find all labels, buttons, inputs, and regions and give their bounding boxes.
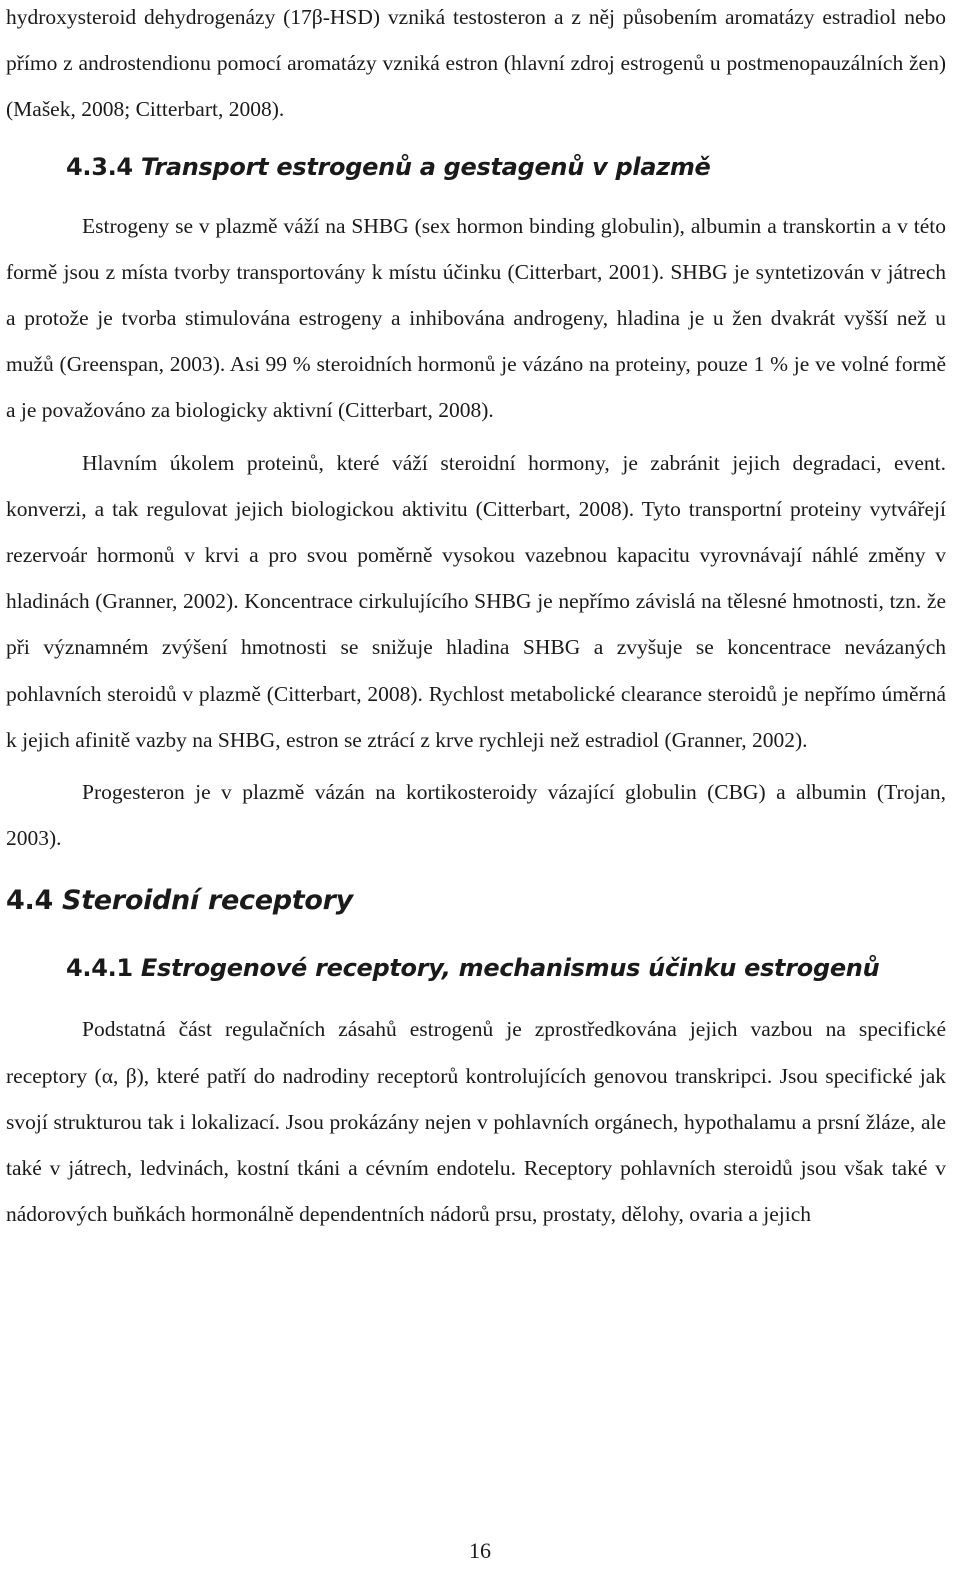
document-page [6, 0, 946, 1237]
heading-title: Transport estrogenů a gestagenů v plazmě [140, 152, 711, 181]
paragraph-transport-3: Progesteron je v plazmě vázán na kortikosteroidy vázající globulin (CBG) a albumin (Trojan, 2003). [6, 780, 946, 851]
section-heading-4-4-1 [6, 954, 946, 982]
paragraph-receptors: Podstatná část regulačních zásahů estrogenů je zprostředkována jejich vazbou na specifické receptory (α, β), které patří do nadrodiny receptorů kontrolujících genovou transkripci. Jsou specifické jak svojí strukturou tak i lokalizací. Jsou prokázány nejen v pohlavních orgánech, hypothalamu a prsní žláze, ale také v játrech, ledvinách, kostní tkáni a cévním endotelu. Receptory pohlavních steroidů jsou však také v nádorových buňkách hormonálně dependentních nádorů prsu, prostaty, dělohy, ovaria a jejich [6, 1017, 946, 1227]
heading-number: 4.4.1 [66, 954, 133, 983]
paragraph-transport-2: Hlavním úkolem proteinů, které váží steroidní hormony, je zabránit jejich degradaci, event. konverzi, a tak regulovat jejich biologickou aktivitu (Citterbart, 2008). Tyto transportní proteiny vytvářejí rezervoár hormonů v krvi a pro svou poměrně vysokou vazebnou kapacitu vyrovnávají náhlé změny v hladinách (Granner, 2002). Koncentrace cirkulujícího SHBG je nepřímo závislá na tělesné hmotnosti, tzn. že při významném zvýšení hmotnosti se snižuje hladina SHBG a zvyšuje se koncentrace nevázaných pohlavních steroidů v plazmě (Citterbart, 2008). Rychlost metabolické clearance steroidů je nepřímo úměrná k jejich afinitě vazby na SHBG, estron se ztrácí z krve rychleji než estradiol (Granner, 2002). [6, 450, 946, 752]
paragraph-transport-1: Estrogeny se v plazmě váží na SHBG (sex hormon binding globulin), albumin a transkortin a v této formě jsou z místa tvorby transportovány k místu účinku (Citterbart, 2001). SHBG je syntetizován v játrech a protože je tvorba stimulována estrogeny a inhibována androgeny, hladina je u žen dvakrát vyšší než u mužů (Greenspan, 2003). Asi 99 % steroidních hormonů je vázáno na proteiny, pouze 1 % je ve volné formě a je považováno za biologicky aktivní (Citterbart, 2008). [6, 213, 946, 423]
heading-number: 4.4 [6, 885, 53, 917]
section-heading-4-3-4 [6, 153, 946, 181]
page-number: 16 [469, 1538, 491, 1563]
section-heading-4-4 [6, 885, 946, 916]
heading-number: 4.3.4 [66, 152, 133, 181]
heading-title: Steroidní receptory [62, 885, 353, 917]
paragraph-continuation: hydroxysteroid dehydrogenázy (17β-HSD) vzniká testosteron a z něj působením aromatázy estradiol nebo přímo z androstendionu pomocí aromatázy vzniká estron (hlavní zdroj estrogenů u postmenopauzálních žen) (Mašek, 2008; Citterbart, 2008). [6, 5, 946, 122]
heading-title: Estrogenové receptory, mechanismus účinku estrogenů [140, 954, 880, 983]
